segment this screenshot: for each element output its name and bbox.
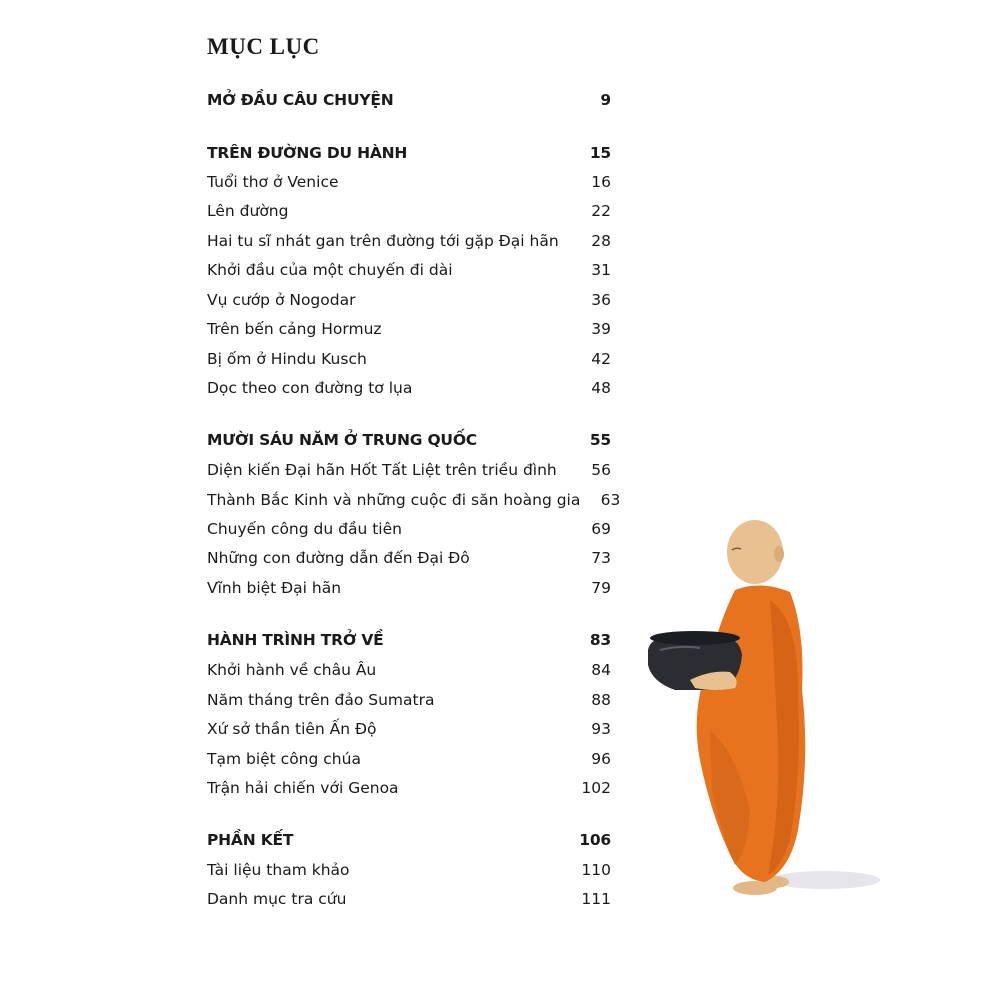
toc-page-number: 15: [589, 144, 611, 162]
toc-entry-label: TRÊN ĐƯỜNG DU HÀNH: [207, 144, 408, 162]
toc-page-number: 96: [591, 750, 611, 768]
toc-page-number: 31: [591, 261, 611, 279]
toc-page-number: 63: [600, 491, 621, 509]
toc-page-number: 106: [579, 831, 611, 849]
toc-entry-label: Hai tu sĩ nhát gan trên đường tới gặp Đại hãn: [207, 232, 559, 250]
toc-page-number: 88: [591, 691, 611, 709]
toc-item-row[interactable]: [207, 376, 611, 400]
toc-item-row[interactable]: [207, 717, 611, 741]
toc-page-number: 36: [591, 291, 611, 309]
toc-item-row[interactable]: [207, 776, 611, 800]
toc-item-row[interactable]: [207, 747, 611, 771]
toc-section-row[interactable]: [207, 828, 611, 852]
toc-entry-label: Khởi hành về châu Âu: [207, 661, 377, 679]
toc-entry-label: Bị ốm ở Hindu Kusch: [207, 350, 367, 368]
toc-entry-label: Diện kiến Đại hãn Hốt Tất Liệt trên triều đình: [207, 461, 557, 479]
toc-item-row[interactable]: [207, 258, 611, 282]
toc-item-row[interactable]: [207, 546, 611, 570]
toc-page-number: 111: [581, 890, 611, 908]
toc-item-row[interactable]: [207, 658, 611, 682]
toc-item-row[interactable]: [207, 517, 611, 541]
toc-item-row[interactable]: [207, 317, 611, 341]
toc-entry-label: Danh mục tra cứu: [207, 890, 347, 908]
toc-entry-label: Những con đường dẫn đến Đại Đô: [207, 549, 470, 567]
toc-entry-label: Dọc theo con đường tơ lụa: [207, 379, 413, 397]
toc-page-number: 83: [589, 631, 611, 649]
toc-page-number: 93: [591, 720, 611, 738]
toc-page-number: 48: [591, 379, 611, 397]
toc-entry-label: PHẦN KẾT: [207, 831, 294, 849]
toc-entry-label: Vĩnh biệt Đại hãn: [207, 579, 342, 597]
toc-page-number: 56: [591, 461, 611, 479]
toc-section-row[interactable]: [207, 428, 611, 452]
toc-page-number: 28: [591, 232, 611, 250]
toc-item-row[interactable]: [207, 288, 611, 312]
toc-page-number: 69: [591, 520, 611, 538]
toc-entry-label: Chuyến công du đầu tiên: [207, 520, 402, 538]
toc-page-number: 102: [581, 779, 611, 797]
toc-entry-label: HÀNH TRÌNH TRỞ VỀ: [207, 631, 384, 649]
toc-item-row[interactable]: [207, 488, 621, 512]
toc-entry-label: Năm tháng trên đảo Sumatra: [207, 691, 435, 709]
toc-entry-label: Khởi đầu của một chuyến đi dài: [207, 261, 453, 279]
toc-entry-label: Thành Bắc Kinh và những cuộc đi săn hoàng gia: [207, 491, 581, 509]
toc-entry-label: Tuổi thơ ở Venice: [207, 173, 339, 191]
toc-title: MỤC LỤC: [207, 34, 320, 59]
toc-item-row[interactable]: [207, 170, 611, 194]
toc-item-row[interactable]: [207, 229, 611, 253]
toc-entry-label: MƯỜI SÁU NĂM Ở TRUNG QUỐC: [207, 431, 477, 449]
toc-page-number: 110: [581, 861, 611, 879]
toc-section-row[interactable]: [207, 141, 611, 165]
toc-entry-label: Tạm biệt công chúa: [207, 750, 361, 768]
toc-entry-label: MỞ ĐẦU CÂU CHUYỆN: [207, 91, 394, 109]
toc-page-number: 79: [591, 579, 611, 597]
toc-entry-label: Trên bến cảng Hormuz: [207, 320, 382, 338]
toc-section-row[interactable]: [207, 628, 611, 652]
monk-illustration: [640, 510, 880, 910]
toc-page-number: 22: [591, 202, 611, 220]
toc-entry-label: Lên đường: [207, 202, 289, 220]
toc-item-row[interactable]: [207, 576, 611, 600]
toc-page-number: 9: [600, 91, 611, 109]
toc-page-number: 42: [591, 350, 611, 368]
toc-page-number: 39: [591, 320, 611, 338]
toc-item-row[interactable]: [207, 887, 611, 911]
toc-item-row[interactable]: [207, 458, 611, 482]
toc-section-row[interactable]: [207, 88, 611, 112]
toc-item-row[interactable]: [207, 199, 611, 223]
toc-page-number: 73: [591, 549, 611, 567]
toc-page-number: 16: [591, 173, 611, 191]
toc-page-number: 55: [589, 431, 611, 449]
toc-entry-label: Xứ sở thần tiên Ấn Độ: [207, 720, 377, 738]
toc-item-row[interactable]: [207, 858, 611, 882]
toc-entry-label: Tài liệu tham khảo: [207, 861, 350, 879]
toc-entry-label: Trận hải chiến với Genoa: [207, 779, 399, 797]
toc-page-number: 84: [591, 661, 611, 679]
toc-item-row[interactable]: [207, 688, 611, 712]
toc-entry-label: Vụ cướp ở Nogodar: [207, 291, 356, 309]
toc-item-row[interactable]: [207, 347, 611, 371]
